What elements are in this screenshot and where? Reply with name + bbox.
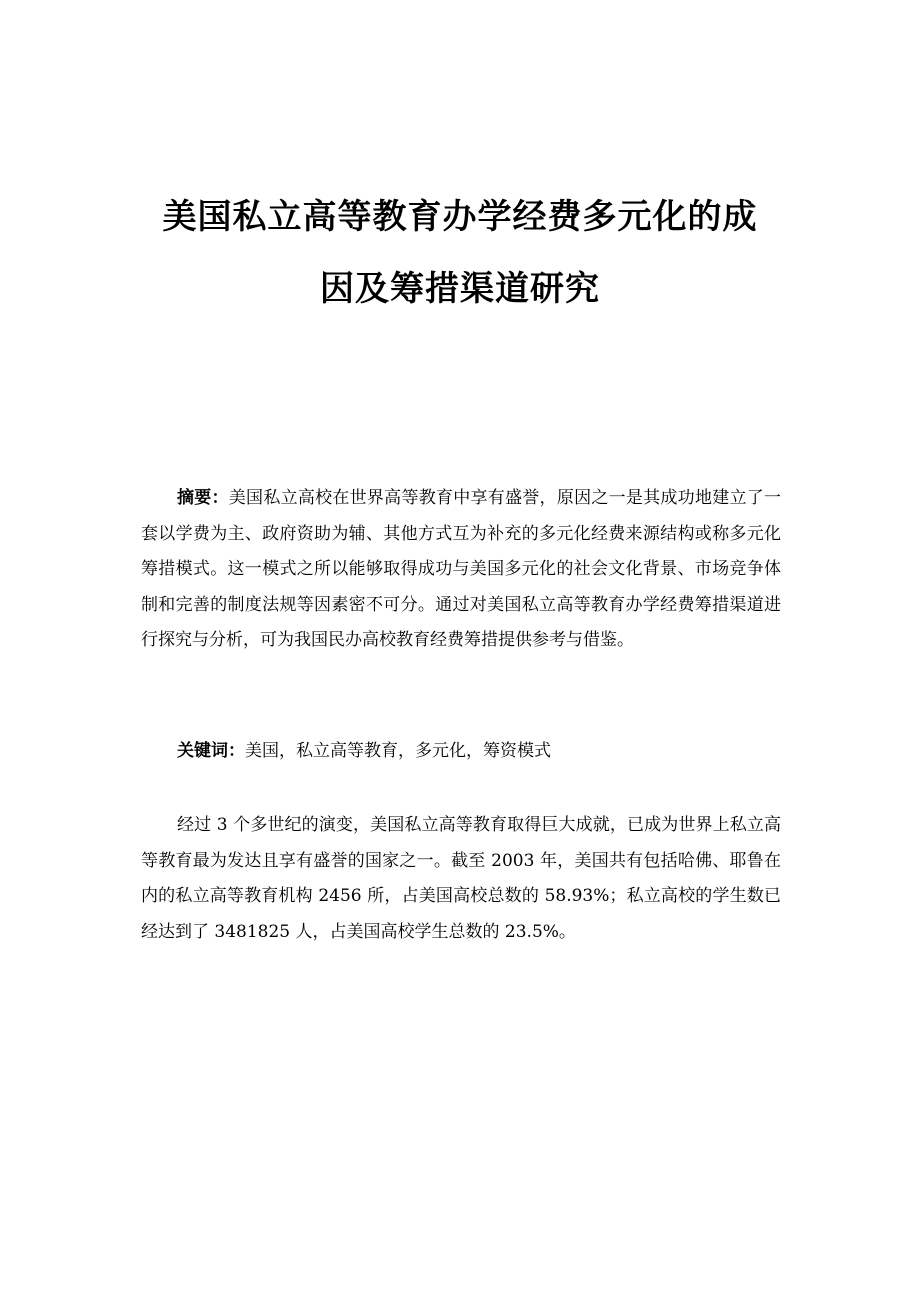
document-title-line-2: 因及筹措渠道研究 <box>320 269 600 309</box>
abstract-text: 美国私立高校在世界高等教育中享有盛誉，原因之一是其成功地建立了一套以学费为主、政府资助为辅、其他方式互为补充的多元化经费来源结构或称多元化筹措模式。这一模式之所以能够取得成功与美国多元化的社会文化背景、市场竞争体制和完善的制度法规等因素密不可分。通过对美国私立高等教育办学经费筹措渠道进行探究与分析，可为我国民办高校教育经费筹措提供参考与借鉴。 <box>141 488 782 650</box>
abstract-paragraph <box>141 481 781 659</box>
intro-paragraph: 经过 3 个多世纪的演变，美国私立高等教育取得巨大成就，已成为世界上私立高等教育最为发达且享有盛誉的国家之一。截至 2003 年，美国共有包括哈佛、耶鲁在内的私立高等教育机构 2456 所，占美国高校总数的 58.93%；私立高校的学生数已经达到了 3481825 人，占美国高校学生总数的 23.5%。 <box>141 815 781 942</box>
document-title-line-1: 美国私立高等教育办学经费多元化的成 <box>162 197 758 237</box>
keywords-text: 美国，私立高等教育，多元化，筹资模式 <box>245 741 551 761</box>
keywords-label: 关键词： <box>177 741 245 761</box>
abstract-label: 摘要： <box>177 488 229 508</box>
keywords-paragraph <box>141 734 781 770</box>
